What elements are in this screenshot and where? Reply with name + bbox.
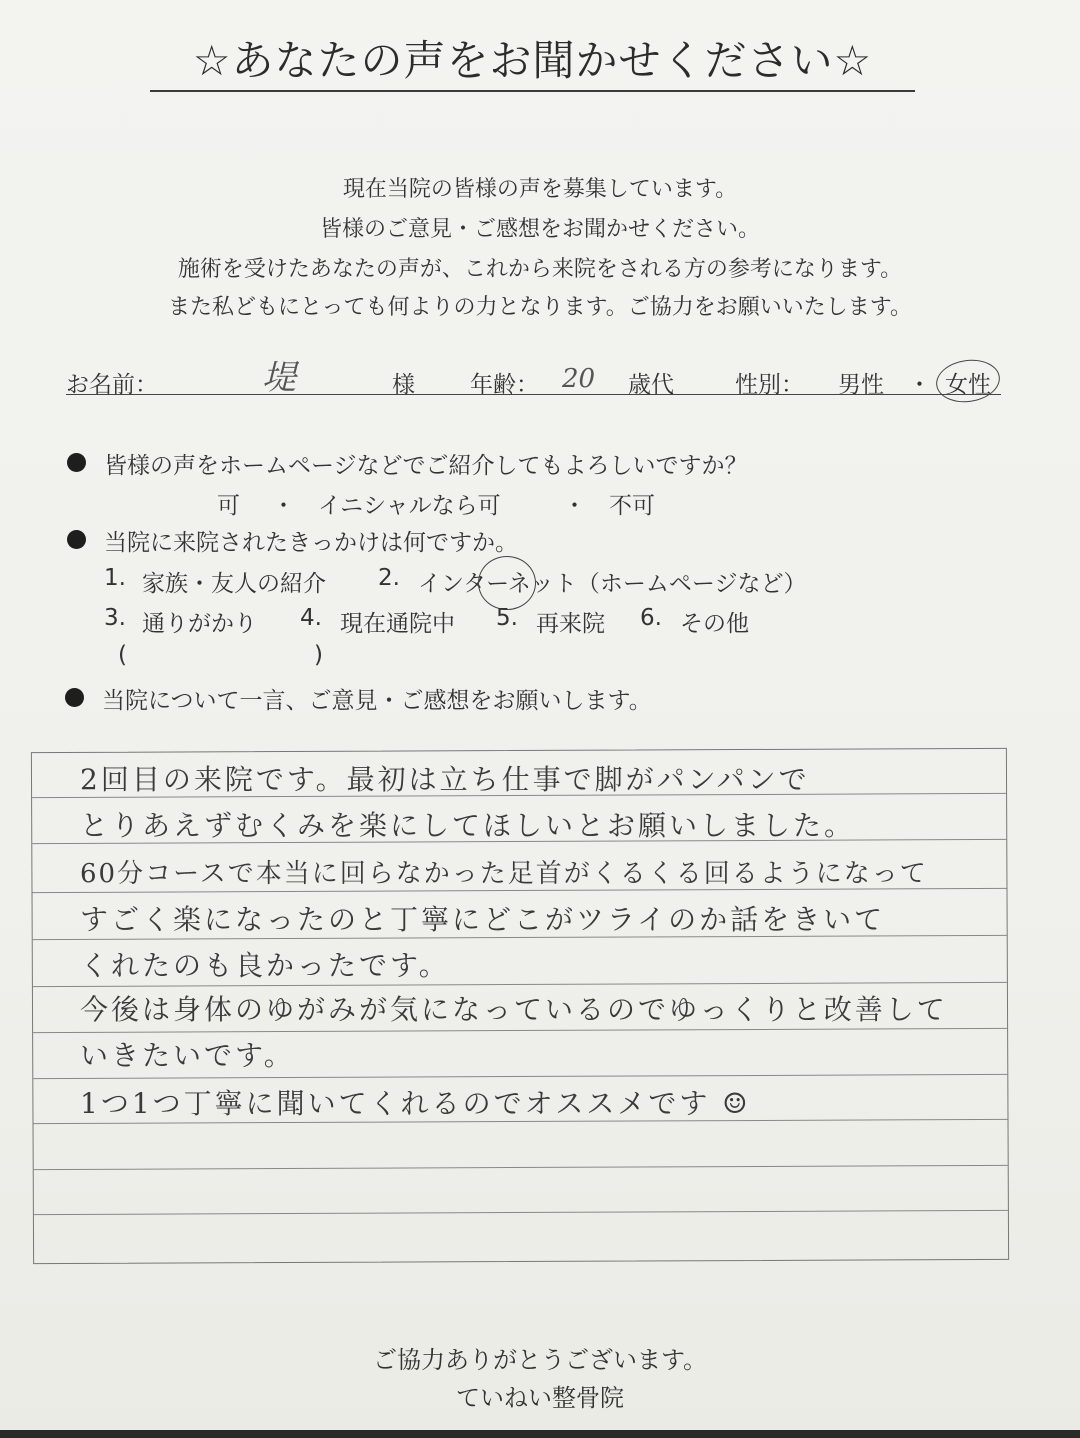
- age-label: 年齢：: [470, 372, 539, 398]
- q2-option-num: 3.: [104, 605, 126, 631]
- footer-thanks: ご協力ありがとうございます。: [372, 1346, 708, 1374]
- name-label: お名前：: [66, 372, 158, 398]
- comment-rule: [34, 1210, 1008, 1215]
- photo-bottom-edge: [0, 1430, 1080, 1438]
- age-value: 20: [562, 364, 596, 394]
- intro-line-1: 現在当院の皆様の声を募集しています。: [342, 177, 738, 202]
- gender-label: 性別：: [735, 372, 804, 398]
- bullet-icon: [67, 530, 86, 549]
- footer-clinic-name: ていねい整骨院: [456, 1384, 624, 1412]
- age-suffix: 歳代: [628, 372, 674, 398]
- q2-option-current: 現在通院中: [340, 611, 455, 637]
- q2-option-num: 4.: [300, 605, 322, 631]
- bullet-icon: [65, 688, 84, 707]
- q2-option-family: 家族・友人の紹介: [142, 571, 326, 597]
- profile-underline: [66, 394, 1001, 395]
- comment-line-4: すごく楽になったのと丁寧にどこがツライのか話をきいて: [80, 903, 886, 936]
- gender-separator: ・: [908, 372, 931, 398]
- q2-option-passing: 通りがかり: [142, 611, 257, 637]
- comment-line-8: 1つ1つ丁寧に聞いてくれるのでオススメです ☺: [80, 1087, 751, 1120]
- page-title: ☆あなたの声をお聞かせください☆: [150, 28, 915, 92]
- intro-line-2: 皆様のご意見・ご感想をお聞かせください。: [319, 217, 760, 242]
- intro-line-3: 施術を受けたあなたの声が、これから来院をされる方の参考になります。: [177, 257, 903, 282]
- q2-option-num: 5.: [496, 605, 518, 631]
- q2-option-num: 6.: [640, 605, 662, 631]
- comment-line-3: 60分コースで本当に回らなかった足首がくるくる回るようになって: [80, 859, 928, 889]
- comment-line-2: とりあえずむくみを楽にしてほしいとお願いしました。: [80, 809, 856, 842]
- gender-selected-circle: [933, 356, 1002, 406]
- q2-option-internet: インターネット（ホームページなど）: [418, 571, 807, 597]
- honorific: 様: [392, 372, 415, 398]
- comment-line-1: 2回目の来院です。最初は立ち仕事で脚がパンパンで: [80, 763, 810, 796]
- q1-separator: ・: [272, 493, 295, 519]
- q2-other-close-paren: ): [314, 642, 323, 668]
- q1-option-no: 不可: [609, 493, 655, 519]
- bullet-icon: [67, 453, 86, 472]
- comment-rule: [34, 1165, 1008, 1170]
- q2-selected-circle: [478, 556, 536, 610]
- q2-other-open-paren: (: [118, 642, 127, 668]
- intro-line-4: また私どもにとっても何よりの力となります。ご協力をお願いいたします。: [167, 295, 913, 320]
- comment-rule: [33, 1028, 1007, 1033]
- q2-option-num: 2.: [378, 565, 400, 591]
- comment-rule: [33, 1074, 1007, 1079]
- q2-option-num: 1.: [104, 565, 126, 591]
- q2-option-other: その他: [680, 611, 749, 637]
- comment-line-6: 今後は身体のゆがみが気になっているのでゆっくりと改善して: [80, 993, 948, 1026]
- q1-separator: ・: [563, 493, 586, 519]
- q1-option-initial: イニシャルなら可: [318, 493, 501, 519]
- gender-female: 女性: [945, 372, 991, 398]
- q1-option-ok: 可: [217, 493, 240, 519]
- q2-question: 当院に来院されたきっかけは何ですか。: [104, 530, 518, 556]
- gender-male: 男性: [838, 372, 884, 398]
- comment-line-5: くれたのも良かったです。: [80, 949, 450, 982]
- q2-option-return: 再来院: [536, 611, 605, 637]
- comment-line-7: いきたいです。: [80, 1039, 295, 1072]
- q3-question: 当院について一言、ご意見・ご感想をお願いします。: [102, 688, 652, 714]
- name-value: 堤: [262, 358, 296, 398]
- q1-question: 皆様の声をホームページなどでご紹介してもよろしいですか？: [104, 453, 748, 479]
